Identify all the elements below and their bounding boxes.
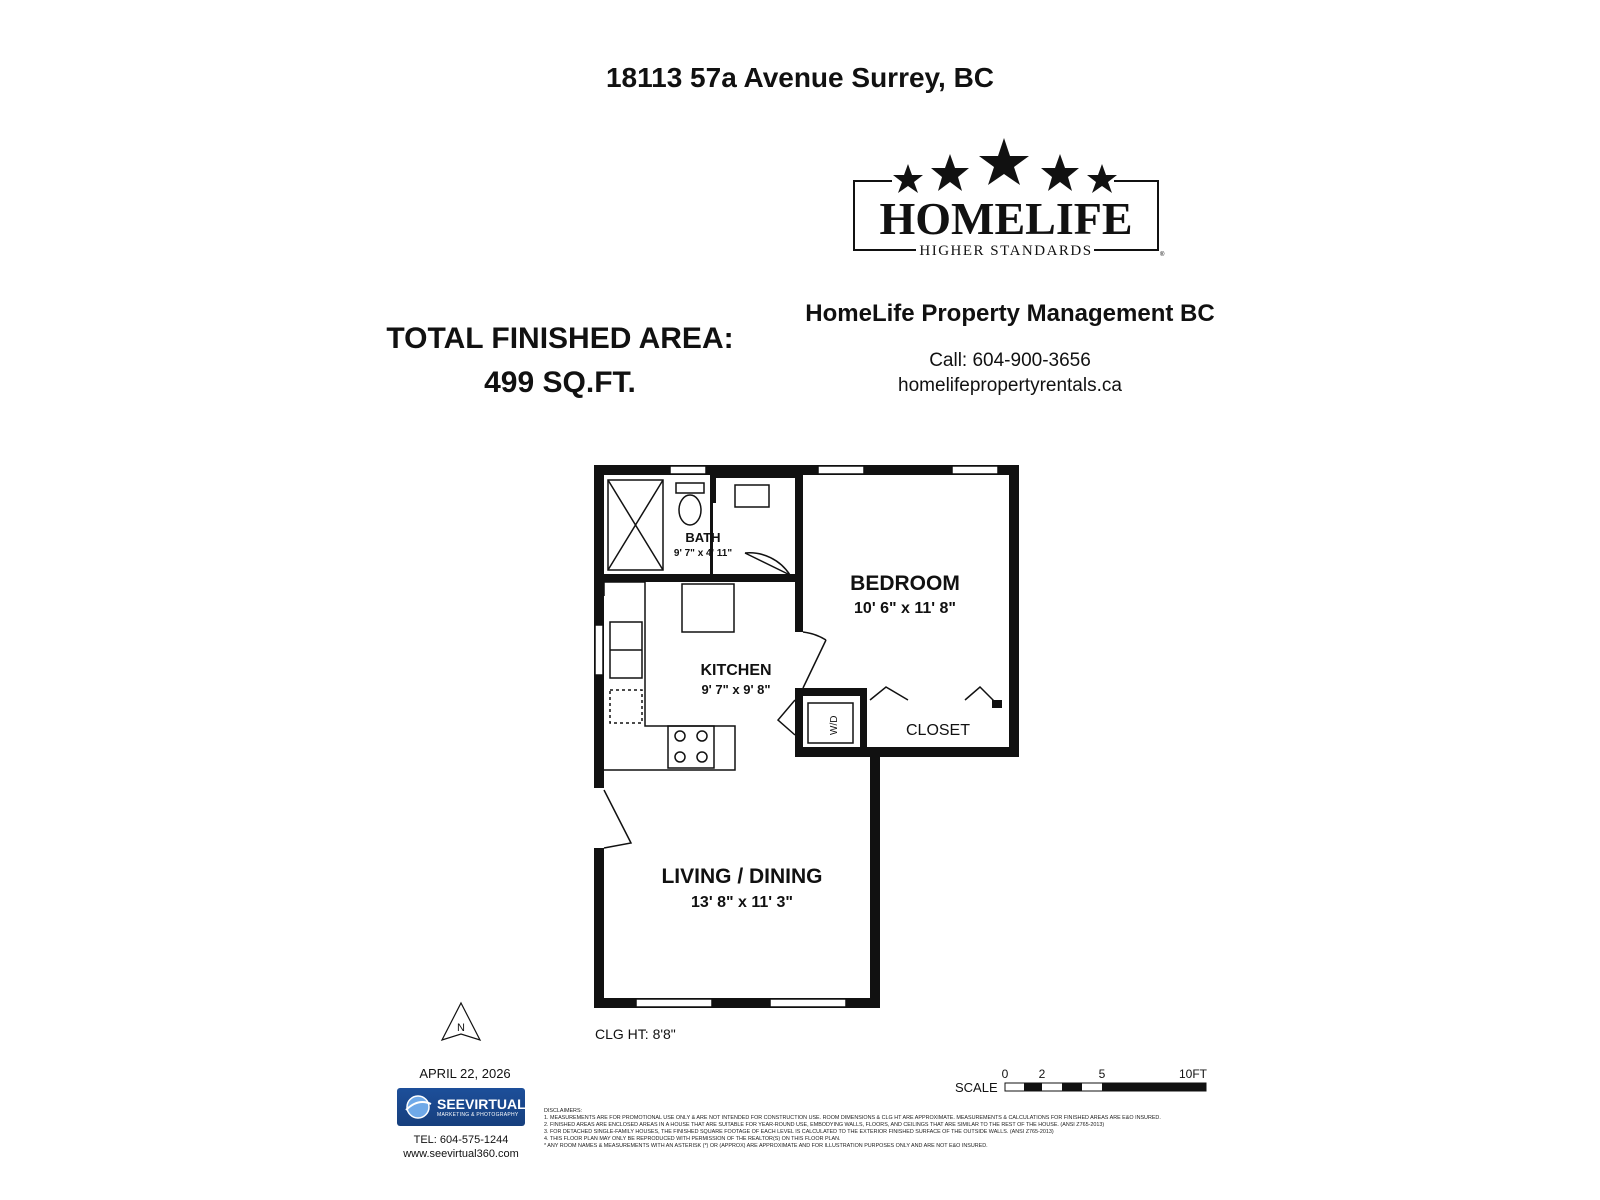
stove xyxy=(668,726,714,768)
seevirtual-phone: TEL: 604-575-1244 xyxy=(413,1134,509,1146)
homelife-logo xyxy=(852,132,1174,266)
floor-plan xyxy=(580,455,1020,1015)
star-icon xyxy=(893,164,923,193)
kitchen-name: KITCHEN xyxy=(700,662,772,679)
property-manager-website: homelifepropertyrentals.ca xyxy=(898,375,1122,396)
star-icon xyxy=(1087,164,1117,193)
living-dining-name: LIVING / DINING xyxy=(661,865,823,888)
disclaimer-line: 3. FOR DETACHED SINGLE-FAMILY HOUSES, THE FINISHED SQUARE FOOTAGE OF EACH LEVEL IS CALCULATED TO THE EXTERIOR FINISHED SURFACE OF THE OUTSIDE WALLS. (ANSI Z765-2013) xyxy=(544,1129,1054,1135)
disclaimer-line: 1. MEASUREMENTS ARE FOR PROMOTIONAL USE ONLY & ARE NOT INTENDED FOR CONSTRUCTION USE. ROOM DIMENSIONS & CLG HT ARE APPROXIMATE. MEASUREMENTS & CALCULATIONS FOR FINISHED AREAS ARE E&O INSURED. xyxy=(544,1115,1161,1121)
star-icon xyxy=(979,138,1029,185)
laundry-label: W/D xyxy=(829,715,840,735)
disclaimer-line: 2. FINISHED AREAS ARE ENCLOSED AREAS IN A HOUSE THAT ARE SUITABLE FOR YEAR-ROUND USE, EMBODYING WALLS, FLOORS, AND CEILINGS THAT ARE SIMILAR TO THE REST OF THE HOUSE. (ANSI Z765-2013) xyxy=(544,1122,1105,1128)
logo-tagline: HIGHER STANDARDS xyxy=(919,243,1093,259)
svg-text:®: ® xyxy=(1160,252,1165,258)
scale-tick-label: 2 xyxy=(1038,1067,1046,1081)
bath-name: BATH xyxy=(685,530,721,545)
total-area-value: 499 SQ.FT. xyxy=(484,366,636,399)
seevirtual-website: www.seevirtual360.com xyxy=(403,1148,519,1160)
property-address: 18113 57a Avenue Surrey, BC xyxy=(605,62,995,93)
bath-dimensions: 9' 7" x 4' 11" xyxy=(673,548,733,559)
bedroom-dimensions: 10' 6" x 11' 8" xyxy=(854,600,956,617)
star-icon xyxy=(931,154,969,191)
fixtures xyxy=(604,480,853,770)
scale-tick-label: 0 xyxy=(1001,1067,1009,1081)
scale-tick-label: 10FT xyxy=(1178,1067,1208,1081)
property-manager-phone: Call: 604-900-3656 xyxy=(929,350,1091,371)
logo-stars xyxy=(893,138,1117,193)
seevirtual-logo xyxy=(397,1088,525,1126)
fridge xyxy=(682,584,734,632)
scale-tick-label: 5 xyxy=(1098,1067,1106,1081)
north-arrow xyxy=(440,1000,482,1049)
compass-label: N xyxy=(457,1022,465,1034)
scale-label: SCALE xyxy=(955,1080,998,1095)
disclaimer-line: * ANY ROOM NAMES & MEASUREMENTS WITH AN ASTERISK (*) OR (APPROX) ARE APPROXIMATE AND FOR ILLUSTRATION PURPOSES ONLY AND ARE NOT E&O INSURED. xyxy=(544,1143,988,1149)
seevirtual-name: SEEVIRTUAL xyxy=(437,1096,526,1112)
living-dining-dimensions: 13' 8" x 11' 3" xyxy=(691,894,793,911)
total-area-label: TOTAL FINISHED AREA: xyxy=(386,322,734,355)
disclaimer-title: DISCLAIMERS: xyxy=(544,1108,583,1114)
star-icon xyxy=(1041,154,1079,191)
scale-bar xyxy=(1000,1066,1220,1105)
logo-brand: HOMELIFE xyxy=(879,193,1133,244)
closet-name: CLOSET xyxy=(905,722,971,739)
bedroom-name: BEDROOM xyxy=(850,572,960,595)
disclaimer-line: 4. THIS FLOOR PLAN MAY ONLY BE REPRODUCED WITH PERMISSION OF THE REALTOR(S) ON THIS FLOOR PLAN. xyxy=(544,1136,841,1142)
toilet xyxy=(679,495,701,525)
plan-date: APRIL 22, 2026 xyxy=(419,1066,511,1081)
ceiling-height: CLG HT: 8'8" xyxy=(595,1026,676,1042)
bath-sink xyxy=(735,485,769,507)
property-manager-name: HomeLife Property Management BC xyxy=(805,300,1215,327)
disclaimers xyxy=(544,1108,1224,1150)
kitchen-dimensions: 9' 7" x 9' 8" xyxy=(701,682,771,697)
seevirtual-subtitle: MARKETING & PHOTOGRAPHY xyxy=(437,1112,519,1118)
